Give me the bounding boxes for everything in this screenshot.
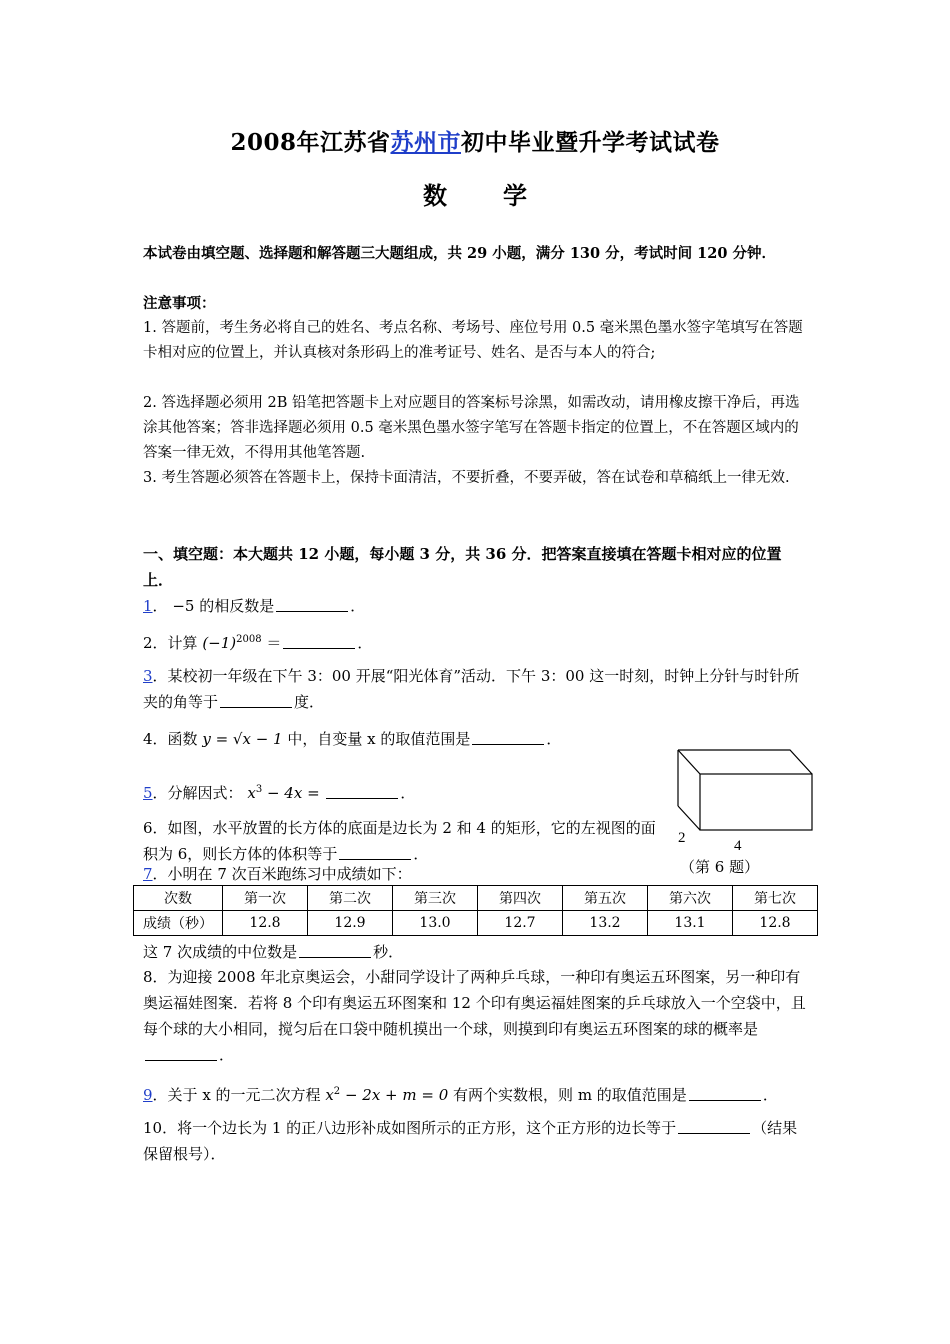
q5-expr-exponent: 3 [255, 784, 263, 795]
table-header-cell: 第六次 [648, 886, 733, 911]
question-10 [143, 1115, 808, 1167]
q6-period: ． [413, 845, 429, 863]
question-8 [143, 964, 808, 1068]
q3-unit: 度． [294, 693, 325, 711]
q9-number-link[interactable]: 9 [143, 1086, 153, 1104]
exam-summary: 本试卷由填空题、选择题和解答题三大题组成，共 29 小题，满分 130 分，考试时间 120 分钟． [143, 245, 776, 262]
q9-pre: ．关于 x 的一元二次方程 [152, 1086, 321, 1104]
table-cell: 12.8 [733, 911, 818, 936]
q2-text: 2．计算 [143, 634, 198, 652]
table-row-label: 成绩（秒） [134, 911, 223, 936]
q7-text: ．小明在 7 次百米跑练习中成绩如下： [152, 865, 412, 883]
notes-title: 注意事项： [143, 295, 216, 312]
q5-expr-base: x [247, 784, 256, 802]
q5-expr-rest: − 4x = [262, 784, 320, 802]
q1-text: ． −5 的相反数是 [152, 597, 275, 615]
q3-number-link[interactable]: 3 [143, 667, 153, 685]
q9-period: ． [762, 1086, 778, 1104]
q9-expr-exponent: 2 [333, 1086, 341, 1097]
q9-answer-blank [689, 1086, 761, 1101]
table-row [134, 911, 818, 936]
question-1 [143, 593, 808, 619]
cuboid-drawing [678, 750, 812, 830]
section-1-heading: 一、填空题：本大题共 12 小题，每小题 3 分，共 36 分．把答案直接填在答题卡相对应的位置上． [143, 545, 782, 589]
table-header-cell: 第四次 [478, 886, 563, 911]
table-header-cell: 第七次 [733, 886, 818, 911]
q3-text: ．某校初一年级在下午 3：00 开展“阳光体育”活动．下午 3：00 这一时刻，时钟上分针与时针所夹的角等于 [143, 667, 800, 711]
q1-number-link[interactable]: 1 [143, 597, 153, 615]
subject-char-1: 数 [423, 181, 447, 210]
title-prefix: 2008年江苏省 [230, 129, 391, 156]
table-header-cell: 第三次 [393, 886, 478, 911]
question-7-followup [143, 939, 808, 965]
q6-text: 6．如图，水平放置的长方体的底面是边长为 2 和 4 的矩形，它的左视图的面积为 6，则长方体的体积等于 [143, 819, 656, 863]
figure-label-4: 4 [734, 838, 742, 854]
question-6 [143, 815, 668, 867]
q7-after: 这 7 次成绩的中位数是 [143, 943, 298, 961]
table-cell: 12.8 [223, 911, 308, 936]
question-3 [143, 663, 808, 715]
city-link[interactable]: 苏州市 [390, 129, 461, 156]
q4-post: 中，自变量 x 的取值范围是 [287, 730, 471, 748]
q4-answer-blank [472, 730, 544, 745]
q10-post: （结果保留根号）． [143, 1119, 798, 1163]
q7-answer-blank [299, 943, 371, 958]
q3-answer-blank [220, 693, 292, 708]
table-header-cell: 第五次 [563, 886, 648, 911]
note-2: 2. 答选择题必须用 2B 铅笔把答题卡上对应题目的答案标号涂黑，如需改动，请用橡皮擦干净后，再选涂其他答案；答非选择题必须用 0.5 毫米黑色墨水签字笔写在答题卡指定的位置上，不在答题区域内的答案一律无效，不得用其他笔答题. [143, 395, 800, 461]
table-cell: 12.7 [478, 911, 563, 936]
q4-expression: y = √x − 1 [202, 730, 283, 748]
question-2 [143, 627, 808, 656]
page-title [0, 124, 950, 157]
table-cell: 13.2 [563, 911, 648, 936]
note-3: 3. 考生答题必须答在答题卡上，保持卡面清洁，不要折叠，不要弄破，答在试卷和草稿纸上一律无效. [143, 470, 790, 486]
q1-period: ． [350, 597, 366, 615]
question-5 [143, 777, 643, 806]
question-6-figure [668, 746, 828, 856]
cuboid-bottom-left-edge [678, 806, 700, 830]
q4-pre: 4．函数 [143, 730, 198, 748]
q9-expr-base: x [325, 1086, 334, 1104]
question-9 [143, 1079, 808, 1108]
table-cell: 13.0 [393, 911, 478, 936]
title-suffix: 初中毕业暨升学考试试卷 [461, 129, 720, 156]
figure-label-2: 2 [678, 830, 686, 846]
table-header-cell: 第二次 [308, 886, 393, 911]
cuboid-top-edges [678, 750, 812, 774]
table-header-row [134, 886, 818, 911]
q10-text: 10．将一个边长为 1 的正八边形补成如图所示的正方形，这个正方形的边长等于 [143, 1119, 677, 1137]
q5-answer-blank [326, 784, 398, 799]
q2-equals: ＝ [266, 634, 282, 652]
subject-heading [0, 176, 950, 211]
q2-period: ． [357, 634, 373, 652]
subject-char-2: 学 [503, 181, 527, 210]
table-header-cell: 次数 [134, 886, 223, 911]
score-table [133, 885, 818, 936]
q9-expr-rest: − 2x + m = 0 [340, 1086, 449, 1104]
q2-base: (−1) [202, 634, 237, 652]
q1-answer-blank [276, 597, 348, 612]
table-cell: 12.9 [308, 911, 393, 936]
q2-answer-blank [283, 634, 355, 649]
table-header-cell: 第一次 [223, 886, 308, 911]
q9-post: 有两个实数根，则 m 的取值范围是 [453, 1086, 687, 1104]
q5-text: ．分解因式： [152, 784, 243, 802]
question-7 [143, 861, 808, 887]
q5-period: ． [400, 784, 416, 802]
q10-answer-blank [678, 1119, 750, 1134]
q6-answer-blank [339, 845, 411, 860]
q8-period: ． [219, 1046, 235, 1064]
q5-number-link[interactable]: 5 [143, 784, 153, 802]
q8-answer-blank [145, 1046, 217, 1061]
figure-6-caption: （第 6 题） [680, 858, 760, 876]
q8-text: 8．为迎接 2008 年北京奥运会，小甜同学设计了两种乒乓球，一种印有奥运五环图案，另一种印有奥运福娃图案．若将 8 个印有奥运五环图案和 12 个印有奥运福娃图案的乒乓球放入一个空袋中，且每个球的大小相同，搅匀后在口袋中随机摸出一个球，则摸到印有奥运五环图案的球的概率是 [143, 968, 806, 1038]
q2-exponent: 2008 [236, 634, 262, 645]
q7-unit: 秒． [373, 943, 404, 961]
q4-period: ． [546, 730, 562, 748]
cuboid-front-face [700, 774, 812, 830]
cuboid-top-left-edge [678, 750, 700, 774]
table-cell: 13.1 [648, 911, 733, 936]
note-1: 1. 答题前，考生务必将自己的姓名、考点名称、考场号、座位号用 0.5 毫米黑色墨水签字笔填写在答题卡相对应的位置上，并认真核对条形码上的准考证号、姓名、是否与本人的符合; [143, 320, 803, 361]
q7-number-link[interactable]: 7 [143, 865, 153, 883]
